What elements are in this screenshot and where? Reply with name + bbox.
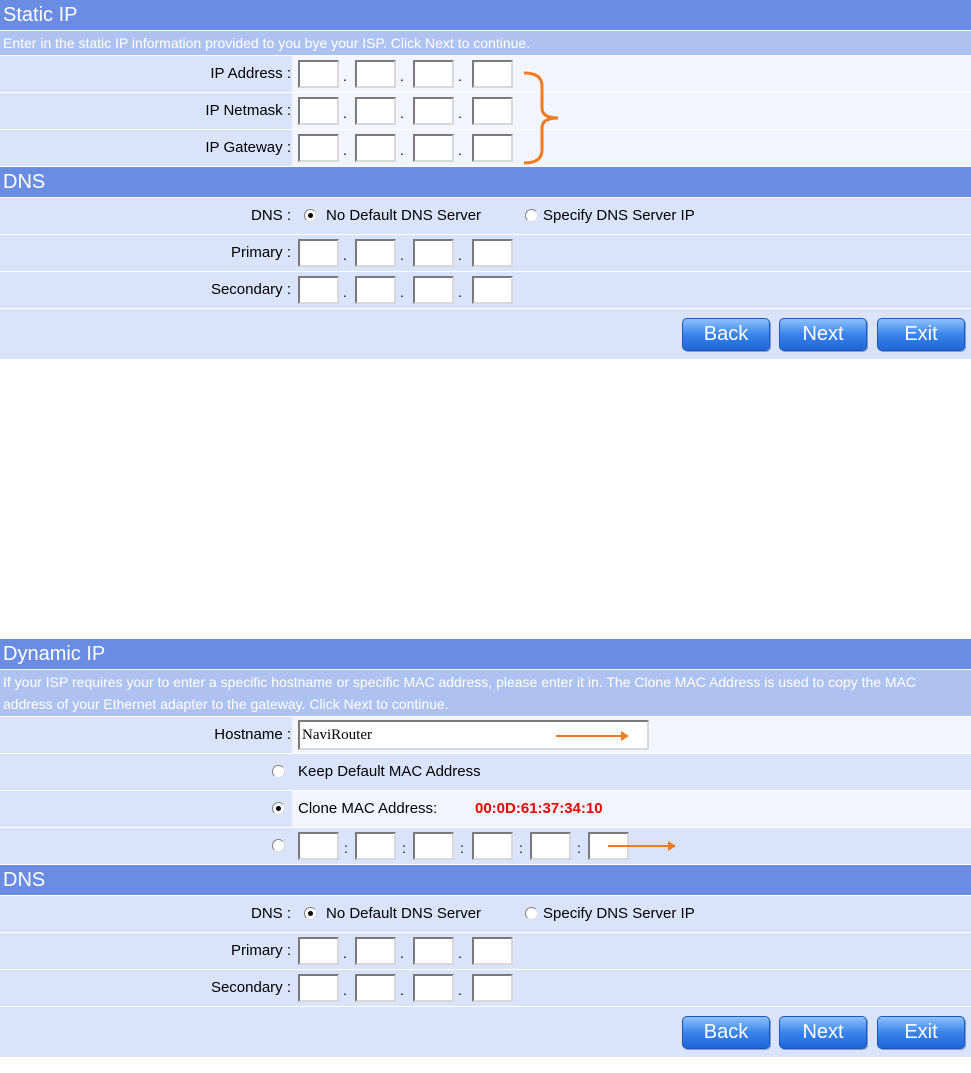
ip-gateway-octet-1[interactable] xyxy=(298,134,339,162)
ip-gateway-octet-2[interactable] xyxy=(355,134,396,162)
ip-address-label: IP Address : xyxy=(210,65,291,82)
ip-separator: . xyxy=(400,68,404,84)
ip-netmask-field xyxy=(292,93,971,129)
static-dns-label: DNS : xyxy=(250,207,291,224)
ip-gateway-field xyxy=(292,130,971,166)
dynamic-no-default-dns-label[interactable]: No Default DNS Server xyxy=(326,905,482,922)
ip-gateway-label: IP Gateway : xyxy=(205,139,291,156)
static-primary-octet-4[interactable] xyxy=(472,239,513,267)
dynamic-dns-label: DNS : xyxy=(250,905,291,922)
clone-mac-field xyxy=(292,791,971,827)
dynamic-secondary-label: Secondary : xyxy=(210,979,291,996)
static-back-button[interactable]: Back xyxy=(682,318,770,351)
static-secondary-octet-4[interactable] xyxy=(472,276,513,304)
static-next-button[interactable]: Next xyxy=(779,318,867,351)
ip-separator: . xyxy=(343,982,347,998)
static-primary-field xyxy=(292,235,971,271)
clone-mac-row xyxy=(0,791,971,828)
ip-netmask-label: IP Netmask : xyxy=(205,102,291,119)
static-ip-description: Enter in the static IP information provided to you bye your ISP. Click Next to continue. xyxy=(0,31,971,56)
dynamic-button-bar xyxy=(0,1007,971,1057)
ip-address-row xyxy=(0,56,971,93)
static-secondary-dns-row xyxy=(0,272,971,309)
custom-mac-field xyxy=(292,828,971,864)
static-primary-dns-row xyxy=(0,235,971,272)
mac-octet-1[interactable] xyxy=(298,832,339,860)
static-dns-options xyxy=(292,198,971,234)
dynamic-secondary-octet-1[interactable] xyxy=(298,974,339,1002)
static-no-default-dns-radio[interactable] xyxy=(304,209,317,222)
ip-separator: . xyxy=(343,105,347,121)
ip-separator: . xyxy=(458,945,462,961)
custom-mac-row xyxy=(0,828,971,865)
hostname-input[interactable]: NaviRouter xyxy=(298,720,649,750)
dynamic-no-default-dns-radio[interactable] xyxy=(304,907,317,920)
static-primary-octet-1[interactable] xyxy=(298,239,339,267)
static-dns-title: DNS xyxy=(0,167,971,198)
static-dns-mode-row xyxy=(0,198,971,235)
mac-separator: : xyxy=(577,840,581,856)
dynamic-ip-panel xyxy=(0,639,971,1057)
hostname-field xyxy=(292,717,971,753)
dynamic-dns-title: DNS xyxy=(0,865,971,896)
keep-default-mac-radio[interactable] xyxy=(272,765,285,778)
ip-separator: . xyxy=(343,945,347,961)
dynamic-dns-options xyxy=(292,896,971,932)
hostname-label: Hostname : xyxy=(214,726,291,743)
ip-separator: . xyxy=(343,247,347,263)
dynamic-secondary-octet-3[interactable] xyxy=(413,974,454,1002)
static-primary-octet-3[interactable] xyxy=(413,239,454,267)
orange-brace-annotation xyxy=(522,70,566,166)
static-secondary-label: Secondary : xyxy=(210,281,291,298)
mac-separator: : xyxy=(519,840,523,856)
mac-separator: : xyxy=(402,840,406,856)
dynamic-primary-octet-4[interactable] xyxy=(472,937,513,965)
static-secondary-octet-3[interactable] xyxy=(413,276,454,304)
dynamic-primary-label: Primary : xyxy=(231,942,291,959)
ip-separator: . xyxy=(400,247,404,263)
dynamic-dns-mode-row xyxy=(0,896,971,933)
ip-gateway-octet-4[interactable] xyxy=(472,134,513,162)
ip-separator: . xyxy=(458,982,462,998)
ip-gateway-row xyxy=(0,130,971,167)
clone-mac-radio[interactable] xyxy=(272,802,285,815)
ip-netmask-row xyxy=(0,93,971,130)
ip-gateway-octet-3[interactable] xyxy=(413,134,454,162)
ip-separator: . xyxy=(400,982,404,998)
dynamic-ip-title: Dynamic IP xyxy=(0,639,971,670)
custom-mac-radio[interactable] xyxy=(272,839,285,852)
static-specify-dns-radio[interactable] xyxy=(525,209,538,222)
ip-separator: . xyxy=(343,142,347,158)
static-ip-title: Static IP xyxy=(0,0,971,31)
dynamic-secondary-octet-4[interactable] xyxy=(472,974,513,1002)
keep-default-mac-label[interactable]: Keep Default MAC Address xyxy=(298,763,481,780)
static-ip-panel xyxy=(0,0,971,359)
dynamic-secondary-octet-2[interactable] xyxy=(355,974,396,1002)
dynamic-secondary-field xyxy=(292,970,971,1006)
ip-address-octet-1[interactable] xyxy=(298,60,339,88)
dynamic-primary-octet-2[interactable] xyxy=(355,937,396,965)
dynamic-primary-octet-3[interactable] xyxy=(413,937,454,965)
static-primary-label: Primary : xyxy=(231,244,291,261)
static-secondary-field xyxy=(292,272,971,308)
orange-arrow-annotation xyxy=(556,735,623,737)
ip-netmask-octet-3[interactable] xyxy=(413,97,454,125)
ip-separator: . xyxy=(458,284,462,300)
keep-mac-row xyxy=(0,754,971,791)
ip-netmask-octet-4[interactable] xyxy=(472,97,513,125)
dynamic-primary-dns-row xyxy=(0,933,971,970)
ip-separator: . xyxy=(343,284,347,300)
static-exit-button[interactable]: Exit xyxy=(877,318,965,351)
hostname-row xyxy=(0,717,971,754)
static-button-bar xyxy=(0,309,971,359)
clone-mac-value: 00:0D:61:37:34:10 xyxy=(475,800,603,817)
ip-separator: . xyxy=(458,68,462,84)
static-specify-dns-label[interactable]: Specify DNS Server IP xyxy=(543,207,695,224)
dynamic-specify-dns-radio[interactable] xyxy=(525,907,538,920)
keep-mac-field xyxy=(292,754,971,790)
mac-separator: : xyxy=(344,840,348,856)
mac-octet-2[interactable] xyxy=(355,832,396,860)
ip-address-octet-3[interactable] xyxy=(413,60,454,88)
dynamic-secondary-dns-row xyxy=(0,970,971,1007)
ip-address-field xyxy=(292,56,971,92)
ip-separator: . xyxy=(400,142,404,158)
static-primary-octet-2[interactable] xyxy=(355,239,396,267)
mac-octet-4[interactable] xyxy=(472,832,513,860)
ip-netmask-octet-2[interactable] xyxy=(355,97,396,125)
ip-separator: . xyxy=(458,105,462,121)
ip-separator: . xyxy=(458,247,462,263)
dynamic-back-button[interactable]: Back xyxy=(682,1016,770,1049)
ip-separator: . xyxy=(400,284,404,300)
ip-separator: . xyxy=(458,142,462,158)
ip-separator: . xyxy=(400,105,404,121)
dynamic-ip-description: If your ISP requires your to enter a specific hostname or specific MAC address, please enter it in. The Clone MAC Address is used to copy the MAC address of your Ethernet adapter to the gateway. Click Next to continue. xyxy=(0,670,971,717)
dynamic-next-button[interactable]: Next xyxy=(779,1016,867,1049)
static-secondary-octet-1[interactable] xyxy=(298,276,339,304)
mac-separator: : xyxy=(460,840,464,856)
dynamic-specify-dns-label[interactable]: Specify DNS Server IP xyxy=(543,905,695,922)
ip-address-octet-4[interactable] xyxy=(472,60,513,88)
dynamic-primary-field xyxy=(292,933,971,969)
orange-arrow-annotation xyxy=(608,845,670,847)
ip-netmask-octet-1[interactable] xyxy=(298,97,339,125)
ip-address-octet-2[interactable] xyxy=(355,60,396,88)
ip-separator: . xyxy=(343,68,347,84)
static-no-default-dns-label[interactable]: No Default DNS Server xyxy=(326,207,482,224)
static-secondary-octet-2[interactable] xyxy=(355,276,396,304)
mac-octet-3[interactable] xyxy=(413,832,454,860)
mac-octet-5[interactable] xyxy=(530,832,571,860)
dynamic-exit-button[interactable]: Exit xyxy=(877,1016,965,1049)
clone-mac-label[interactable]: Clone MAC Address: xyxy=(298,800,438,817)
ip-separator: . xyxy=(400,945,404,961)
dynamic-primary-octet-1[interactable] xyxy=(298,937,339,965)
